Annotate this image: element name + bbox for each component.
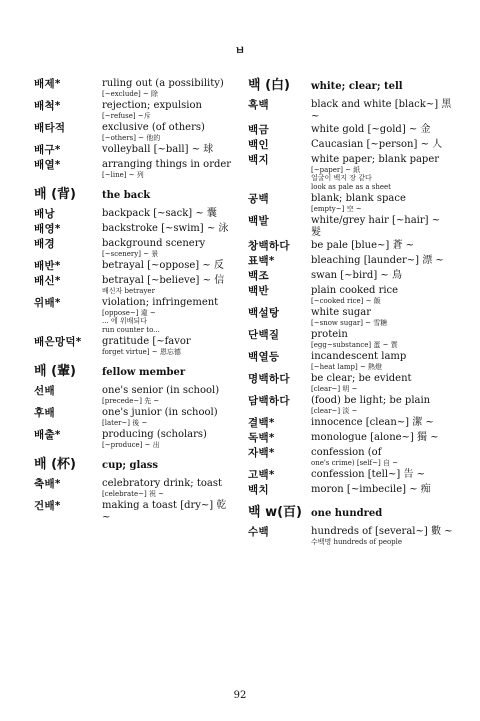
entry-definition: backstroke [~swim] ~ 泳: [102, 223, 229, 234]
entry-definition: confession (of: [311, 447, 382, 458]
dictionary-entry: [34, 208, 234, 221]
entry-headword: 배신*: [34, 275, 61, 287]
entry-headword: 백열등: [248, 351, 280, 363]
entry-gloss: [102, 429, 234, 449]
entry-gloss: [311, 154, 453, 191]
entry-gloss: [311, 469, 453, 482]
entry-headword: 흑백: [248, 99, 269, 111]
entry-gloss: [102, 100, 234, 120]
entry-headword: 백발: [248, 215, 269, 227]
dictionary-entry: [248, 285, 453, 305]
dictionary-entry: [248, 329, 453, 349]
dictionary-entry: [34, 238, 234, 258]
dictionary-entry: [34, 275, 234, 295]
entry-headword: 백반: [248, 285, 269, 297]
entry-gloss: [311, 417, 453, 430]
entry-gloss: [311, 193, 453, 213]
dictionary-entry: [248, 469, 453, 482]
page-header-letter: ㅂ: [234, 44, 246, 57]
entry-headword: 표백*: [248, 255, 275, 267]
dictionary-entry: [248, 215, 453, 238]
entry-headword: 배출*: [34, 429, 61, 441]
entry-etymology-note: [later~] 後 ~: [102, 418, 148, 427]
entry-etymology-note: [~paper] ~ 紙: [311, 165, 361, 174]
entry-etymology-note: [~refuse] ~斥: [102, 111, 151, 120]
entry-headword: 고백*: [248, 469, 275, 481]
entry-definition: rejection; expulsion: [102, 100, 202, 111]
entry-etymology-note: one's crime) [self~] 自 ~: [311, 458, 399, 467]
entry-gloss: [311, 351, 453, 371]
entry-headword: 배척*: [34, 100, 61, 112]
entry-etymology-note: [~scenery] ~ 景: [102, 249, 159, 258]
entry-definition: (food) be light; be plain: [311, 395, 431, 406]
entry-etymology-note: look as pale as a sheet: [311, 182, 391, 191]
entry-headword: 창백하다: [248, 240, 290, 252]
dictionary-entry: [248, 240, 453, 253]
entry-definition: violation; infringement: [102, 297, 219, 308]
section-hanja-headword: 배 (杯): [34, 457, 76, 472]
entry-headword: 단백질: [248, 329, 280, 341]
entry-gloss: [102, 478, 234, 498]
entry-gloss: [102, 223, 234, 236]
entry-gloss: [102, 275, 234, 295]
entry-gloss: [311, 526, 453, 546]
dictionary-entry: [248, 395, 453, 415]
entry-headword: 배구*: [34, 144, 61, 156]
right-column: [248, 78, 453, 548]
entry-definition: gratitude [~favor: [102, 336, 191, 347]
dictionary-entry: [34, 336, 234, 356]
dictionary-entry: [248, 124, 453, 137]
entry-gloss: [311, 329, 453, 349]
entry-definition: white sugar: [311, 307, 372, 318]
entry-definition: celebratory drink; toast: [102, 478, 223, 489]
dictionary-entry: [248, 484, 453, 497]
dictionary-entry: [34, 407, 234, 427]
entry-gloss: [102, 238, 234, 258]
entry-etymology-note: 수백명 hundreds of people: [311, 537, 403, 546]
entry-headword: 배경: [34, 238, 55, 250]
section-gloss: white; clear; tell: [311, 81, 403, 92]
section-gloss: cup; glass: [102, 460, 159, 471]
entry-gloss: [102, 260, 234, 273]
entry-definition: betrayal [~believe] ~ 信: [102, 275, 225, 286]
entry-definition: monologue [alone~] 獨 ~: [311, 432, 439, 443]
dictionary-entry: [34, 144, 234, 157]
dictionary-entry: [248, 417, 453, 430]
entry-gloss: [311, 215, 453, 238]
entry-gloss: [102, 407, 234, 427]
entry-definition: ruling out (a possibility): [102, 78, 224, 89]
entry-headword: 배반*: [34, 260, 61, 272]
entry-gloss: [102, 78, 234, 98]
entry-definition: confession [tell~] 告 ~: [311, 469, 426, 480]
entry-etymology-note: [~snow sugar] ~ 雪糖: [311, 318, 388, 327]
dictionary-entry: [34, 297, 234, 334]
dictionary-entry: [34, 260, 234, 273]
entry-definition: be pale [blue~] 蒼 ~: [311, 240, 415, 251]
entry-headword: 공백: [248, 193, 269, 205]
entry-etymology-note: ... 에 위배되다: [102, 317, 147, 325]
entry-etymology-note: [~exclude] ~ 除: [102, 89, 159, 98]
entry-gloss: [311, 447, 453, 467]
entry-gloss: [311, 395, 453, 415]
entry-etymology-note: [~line] ~ 列: [102, 170, 144, 179]
entry-headword: 배영*: [34, 223, 61, 235]
entry-etymology-note: [clear~] 明 ~: [311, 384, 358, 393]
entry-headword: 백조: [248, 270, 269, 282]
section-hanja-headword: 백 w(百): [248, 505, 302, 520]
entry-definition: white paper; blank paper: [311, 154, 440, 165]
entry-definition: making a toast [dry~] 乾 ~: [102, 500, 227, 523]
dictionary-entry: [34, 159, 234, 179]
entry-gloss: [102, 122, 234, 142]
entry-headword: 배은망덕*: [34, 336, 82, 348]
section-heading: [248, 505, 453, 521]
dictionary-entry: [248, 432, 453, 445]
entry-definition: volleyball [~ball] ~ 球: [102, 144, 214, 155]
dictionary-entry: [248, 193, 453, 213]
entry-gloss: [311, 432, 453, 445]
dictionary-entry: [34, 478, 234, 498]
entry-etymology-note: [~heat lamp] ~ 熱燈: [311, 362, 383, 371]
entry-etymology-note: forget virtue] ~ 恩忘德: [102, 347, 181, 356]
entry-etymology-note: run counter to...: [102, 325, 160, 334]
entry-gloss: [311, 484, 453, 497]
entry-definition: betrayal [~oppose] ~ 反: [102, 260, 224, 271]
dictionary-entry: [248, 99, 453, 122]
dictionary-entry: [248, 307, 453, 327]
entry-gloss: [311, 255, 453, 268]
section-heading: [34, 457, 234, 473]
entry-headword: 후배: [34, 407, 55, 419]
dictionary-entry: [34, 78, 234, 98]
entry-headword: 배낭: [34, 208, 55, 220]
entry-definition: white gold [~gold] ~ 金: [311, 124, 431, 135]
entry-etymology-note: [oppose~] 違 ~: [102, 308, 156, 317]
entry-gloss: [311, 373, 453, 393]
entry-definition: arranging things in order: [102, 159, 232, 170]
entry-headword: 선배: [34, 385, 55, 397]
entry-definition: exclusive (of others): [102, 122, 205, 133]
entry-definition: backpack [~sack] ~ 囊: [102, 208, 217, 219]
entry-headword: 백인: [248, 139, 269, 151]
entry-definition: swan [~bird] ~ 鳥: [311, 270, 402, 281]
dictionary-entry: [34, 100, 234, 120]
entry-gloss: [311, 240, 453, 253]
dictionary-entry: [34, 500, 234, 523]
entry-definition: protein: [311, 329, 348, 340]
entry-gloss: [311, 285, 453, 305]
section-gloss: one hundred: [311, 508, 383, 519]
entry-headword: 결백*: [248, 417, 275, 429]
page-number: 92: [233, 690, 247, 701]
entry-headword: 명백하다: [248, 373, 290, 385]
entry-etymology-note: 얼굴이 백지 장 같다: [311, 174, 372, 182]
dictionary-entry: [34, 385, 234, 405]
dictionary-entry: [248, 270, 453, 283]
entry-headword: 위배*: [34, 297, 61, 309]
entry-etymology-note: [~cooked rice] ~ 飯: [311, 296, 381, 305]
entry-gloss: [102, 159, 234, 179]
entry-etymology-note: [precede~] 先 ~: [102, 396, 160, 405]
entry-etymology-note: [~produce] ~ 出: [102, 440, 160, 449]
section-hanja-headword: 배 (背): [34, 187, 76, 202]
entry-gloss: [311, 307, 453, 327]
dictionary-entry: [248, 139, 453, 152]
entry-gloss: [311, 139, 453, 152]
entry-gloss: [102, 144, 234, 157]
dictionary-entry: [248, 373, 453, 393]
entry-definition: plain cooked rice: [311, 285, 399, 296]
entry-definition: one's junior (in school): [102, 407, 218, 418]
dictionary-entry: [248, 154, 453, 191]
entry-definition: one's senior (in school): [102, 385, 220, 396]
section-heading: [248, 78, 453, 94]
entry-definition: hundreds of [several~] 數 ~: [311, 526, 453, 537]
entry-headword: 배타적: [34, 122, 66, 134]
entry-headword: 백설탕: [248, 307, 280, 319]
entry-gloss: [102, 297, 234, 334]
entry-headword: 백금: [248, 124, 269, 136]
entry-definition: bleaching [launder~] 漂 ~: [311, 255, 444, 266]
entry-gloss: [311, 124, 453, 137]
entry-etymology-note: [egg~substance] 蛋 ~ 質: [311, 340, 398, 349]
entry-definition: blank; blank space: [311, 193, 406, 204]
dictionary-entry: [248, 526, 453, 546]
entry-headword: 독백*: [248, 432, 275, 444]
entry-headword: 건배*: [34, 500, 61, 512]
dictionary-entry: [34, 122, 234, 142]
entry-gloss: [102, 336, 234, 356]
section-gloss: fellow member: [102, 367, 186, 378]
dictionary-entry: [248, 255, 453, 268]
entry-gloss: [311, 270, 453, 283]
entry-headword: 자백*: [248, 447, 275, 459]
entry-headword: 배제*: [34, 78, 61, 90]
entry-definition: Caucasian [~person] ~ 人: [311, 139, 443, 150]
entry-etymology-note: [empty~] 空 ~: [311, 204, 362, 213]
entry-definition: incandescent lamp: [311, 351, 407, 362]
entry-etymology-note: [~others] ~ 他的: [102, 133, 161, 142]
dictionary-entry: [34, 223, 234, 236]
entry-headword: 배열*: [34, 159, 61, 171]
section-heading: [34, 364, 234, 380]
entry-definition: be clear; be evident: [311, 373, 412, 384]
entry-definition: black and white [black~] 黑 ~: [311, 99, 452, 122]
dictionary-entry: [248, 447, 453, 467]
entry-gloss: [311, 99, 453, 122]
entry-definition: innocence [clean~] 潔 ~: [311, 417, 434, 428]
section-hanja-headword: 배 (輩): [34, 364, 76, 379]
entry-gloss: [102, 500, 234, 523]
entry-headword: 백지: [248, 154, 269, 166]
entry-etymology-note: [celebrate~] 祝 ~: [102, 489, 165, 498]
section-heading: [34, 187, 234, 203]
section-gloss: the back: [102, 190, 151, 201]
entry-headword: 담백하다: [248, 395, 290, 407]
section-hanja-headword: 백 (白): [248, 78, 290, 93]
entry-headword: 축배*: [34, 478, 61, 490]
left-column: [34, 78, 234, 525]
entry-definition: moron [~imbecile] ~ 痴: [311, 484, 431, 495]
entry-definition: producing (scholars): [102, 429, 207, 440]
dictionary-entry: [34, 429, 234, 449]
entry-gloss: [102, 208, 234, 221]
entry-etymology-note: [clear~] 淡 ~: [311, 406, 358, 415]
dictionary-entry: [248, 351, 453, 371]
entry-headword: 백치: [248, 484, 269, 496]
entry-definition: background scenery: [102, 238, 206, 249]
entry-gloss: [102, 385, 234, 405]
entry-definition: white/grey hair [~hair] ~ 髮: [311, 215, 441, 238]
entry-headword: 수백: [248, 526, 269, 538]
entry-etymology-note: 배신자 betrayer: [102, 286, 155, 295]
